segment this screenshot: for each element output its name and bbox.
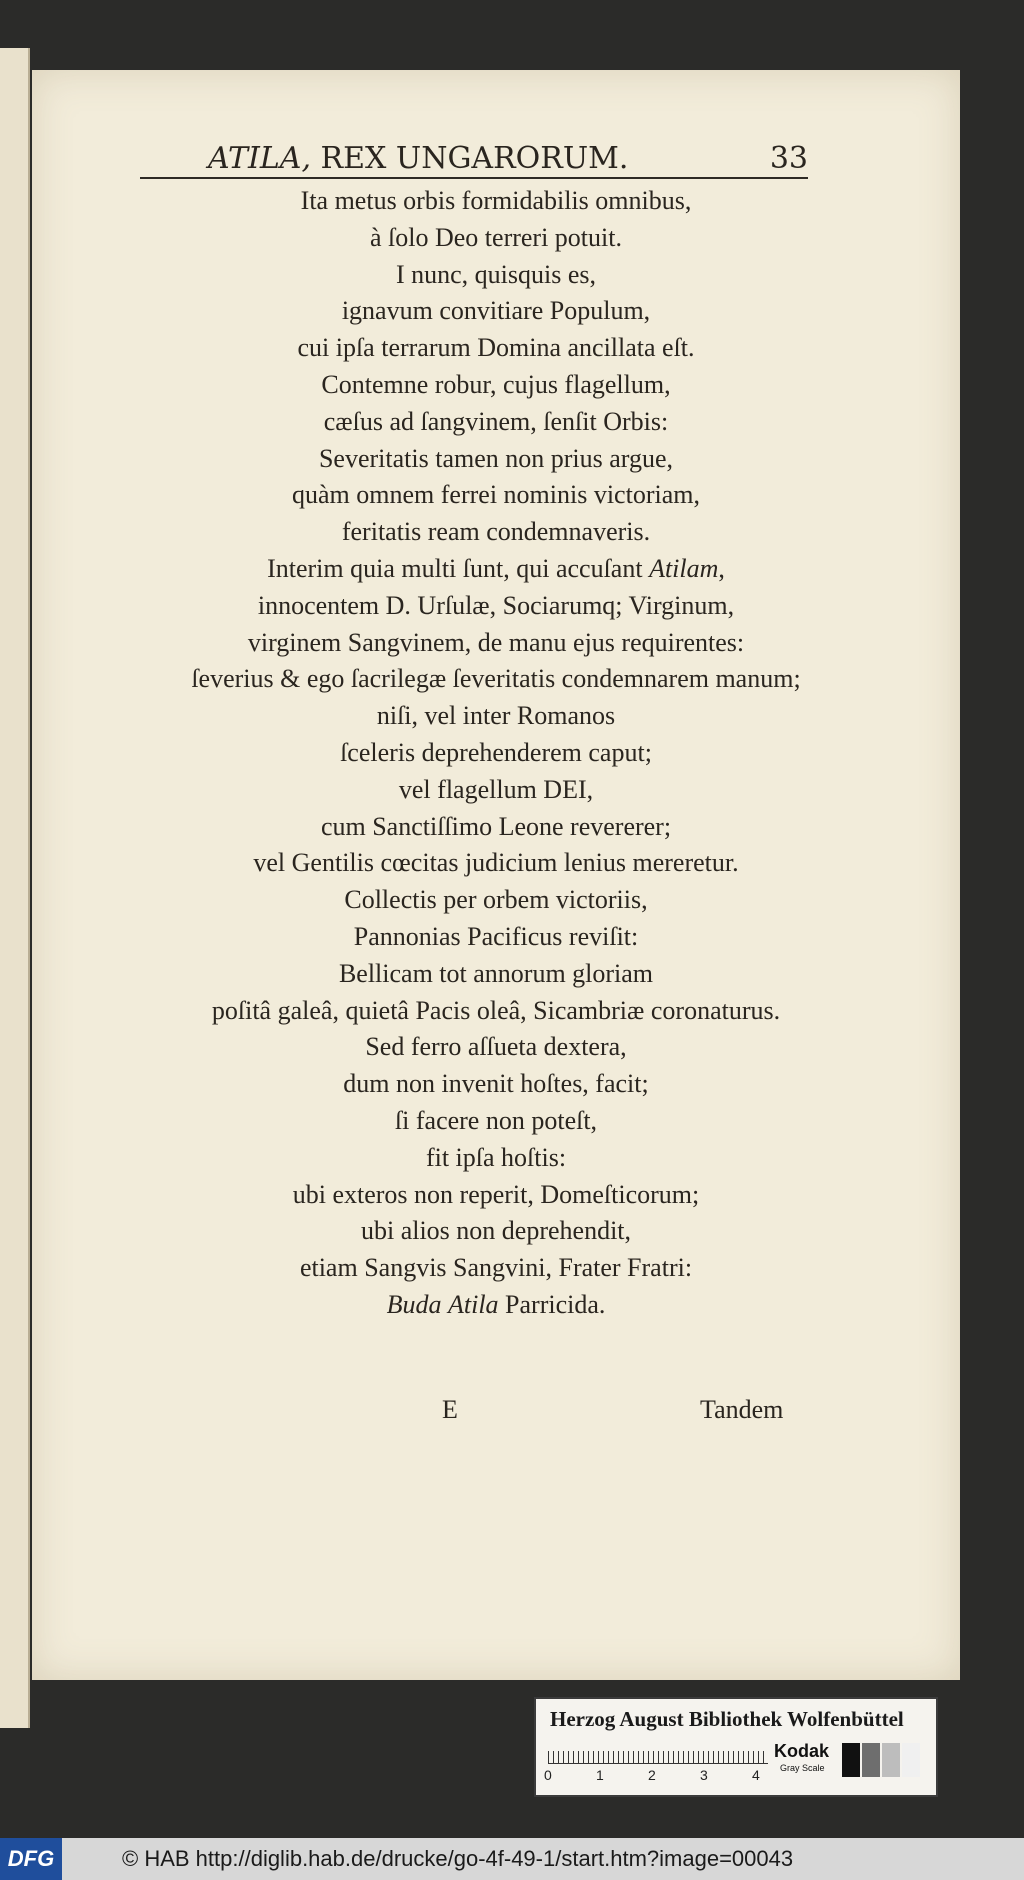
text-line: Bellicam tot annorum gloriam bbox=[338, 958, 654, 988]
page-number: 33 bbox=[769, 141, 808, 176]
ruler-number: 0 bbox=[544, 1767, 552, 1783]
text-line: vel Gentilis cœcitas judicium lenius mereretur. bbox=[253, 848, 739, 878]
running-header bbox=[140, 137, 808, 179]
text-line: ſceleris deprehenderem caput; bbox=[340, 737, 652, 767]
text-line: feritatis ream condemnaveris. bbox=[341, 517, 651, 547]
text-line: cæſus ad ſangvinem, ſenſit Orbis: bbox=[323, 406, 669, 436]
text-line: ſi facere non poteſt, bbox=[394, 1105, 598, 1135]
text-line: Severitatis tamen non prius argue, bbox=[318, 443, 674, 473]
facing-page-edge bbox=[0, 48, 30, 1728]
ruler-number: 3 bbox=[700, 1767, 708, 1783]
copyright-url[interactable]: © HAB http://diglib.hab.de/drucke/go-4f-49-1/start.htm?image=00043 bbox=[122, 1846, 794, 1871]
text-line: niſi, vel inter Romanos bbox=[376, 701, 616, 731]
text-line: ſeverius & ego ſacrilegæ ſeveritatis condemnarem manum; bbox=[191, 664, 801, 694]
ruler-number: 2 bbox=[648, 1767, 656, 1783]
gray-swatch bbox=[902, 1743, 920, 1777]
text-line: poſitâ galeâ, quietâ Pacis oleâ, Sicambriæ coronaturus. bbox=[211, 995, 781, 1025]
ruler bbox=[548, 1739, 768, 1764]
text-line: dum non invenit hoſtes, facit; bbox=[343, 1069, 649, 1099]
gray-swatch bbox=[862, 1743, 880, 1777]
verse-text bbox=[32, 183, 960, 1324]
text-line: quàm omnem ferrei nominis victoriam, bbox=[292, 480, 700, 510]
text-line: fit ipſa hoſtis: bbox=[425, 1142, 567, 1172]
library-name: Herzog August Bibliothek Wolfenbüttel bbox=[550, 1707, 904, 1731]
gray-swatch bbox=[842, 1743, 860, 1777]
text-line: vel flagellum DEI, bbox=[398, 774, 594, 804]
gray-swatch bbox=[882, 1743, 900, 1777]
running-title: ATILA, REX UNGARORUM. bbox=[208, 141, 629, 176]
text-line: à ſolo Deo terreri potuit. bbox=[370, 222, 622, 252]
text-line: I nunc, quisquis es, bbox=[395, 259, 597, 289]
color-scale-bar bbox=[534, 1697, 938, 1797]
signature-mark: E bbox=[442, 1395, 458, 1424]
text-line: virginem Sangvinem, de manu ejus requirentes: bbox=[247, 627, 745, 657]
ruler-number: 4 bbox=[752, 1767, 760, 1783]
text-line: Pannonias Pacificus reviſit: bbox=[353, 921, 639, 951]
kodak-logo: Kodak bbox=[774, 1741, 830, 1761]
gray-scale-label: Gray Scale bbox=[780, 1763, 825, 1773]
text-line: Ita metus orbis formidabilis omnibus, bbox=[300, 186, 692, 215]
text-line: ubi exteros non reperit, Domeſticorum; bbox=[292, 1179, 700, 1209]
footer-bar bbox=[0, 1838, 1024, 1880]
text-line: ubi alios non deprehendit, bbox=[360, 1216, 632, 1246]
text-line: cum Sanctiſſimo Leone revererer; bbox=[320, 811, 672, 841]
text-line: innocentem D. Urſulæ, Sociarumq; Virginum, bbox=[257, 590, 735, 620]
text-line: cui ipſa terrarum Domina ancillata eſt. bbox=[297, 333, 695, 363]
text-line: Collectis per orbem victoriis, bbox=[344, 885, 648, 915]
ruler-number: 1 bbox=[596, 1767, 604, 1783]
text-line: Contemne robur, cujus flagellum, bbox=[321, 369, 671, 399]
text-line: Interim quia multi ſunt, qui accuſant Atilam, bbox=[267, 553, 725, 583]
text-line: Sed ferro aſſueta dextera, bbox=[365, 1032, 627, 1062]
dfg-logo: DFG bbox=[0, 1838, 62, 1880]
catchword: Tandem bbox=[700, 1395, 784, 1424]
text-line: Buda Atila Parricida. bbox=[386, 1289, 606, 1319]
text-line: ignavum convitiare Populum, bbox=[341, 296, 651, 326]
text-line: etiam Sangvis Sangvini, Frater Fratri: bbox=[299, 1253, 693, 1283]
